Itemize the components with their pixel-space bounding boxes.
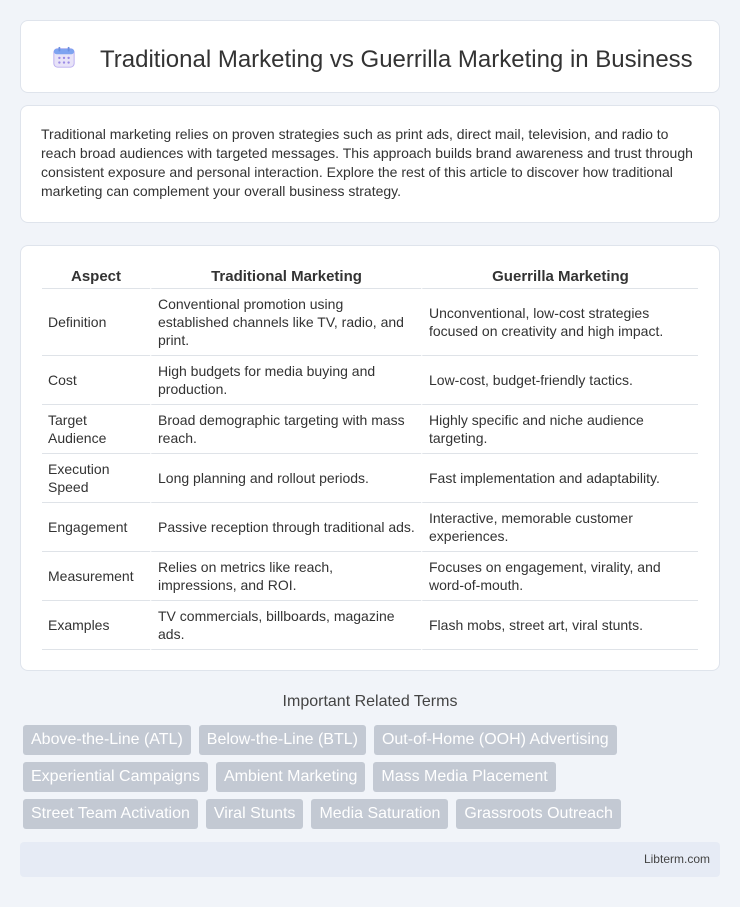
tag-grassroots[interactable]: Grassroots Outreach — [456, 799, 621, 829]
cell-aspect: Definition — [42, 289, 150, 356]
tag-experiential[interactable]: Experiential Campaigns — [23, 762, 208, 792]
cell-aspect: Execution Speed — [42, 454, 150, 503]
table-row — [42, 405, 698, 454]
tag-btl[interactable]: Below-the-Line (BTL) — [199, 725, 366, 755]
header-traditional: Traditional Marketing — [150, 265, 421, 289]
table-row — [42, 454, 698, 503]
tag-row — [23, 799, 723, 829]
tag-ooh[interactable]: Out-of-Home (OOH) Advertising — [374, 725, 617, 755]
tag-row — [23, 725, 723, 755]
tag-atl[interactable]: Above-the-Line (ATL) — [23, 725, 191, 755]
cell-traditional: High budgets for media buying and production. — [150, 356, 421, 405]
cell-traditional: Conventional promotion using established channels like TV, radio, and print. — [150, 289, 421, 356]
cell-aspect: Target Audience — [42, 405, 150, 454]
cell-guerrilla: Highly specific and niche audience targeting. — [421, 405, 698, 454]
tag-media-saturation[interactable]: Media Saturation — [311, 799, 448, 829]
calendar-icon — [52, 45, 76, 69]
page-title: Traditional Marketing vs Guerrilla Marketing in Business — [100, 46, 693, 73]
cell-aspect: Measurement — [42, 552, 150, 601]
cell-traditional: Long planning and rollout periods. — [150, 454, 421, 503]
comparison-table-card — [20, 245, 720, 671]
cell-traditional: Broad demographic targeting with mass reach. — [150, 405, 421, 454]
cell-guerrilla: Interactive, memorable customer experiences. — [421, 503, 698, 552]
cell-guerrilla: Fast implementation and adaptability. — [421, 454, 698, 503]
tag-viral-stunts[interactable]: Viral Stunts — [206, 799, 304, 829]
table-header-row — [42, 265, 698, 289]
tag-ambient[interactable]: Ambient Marketing — [216, 762, 365, 792]
table-row — [42, 356, 698, 405]
intro-paragraph: Traditional marketing relies on proven strategies such as print ads, direct mail, television, and radio to reach broad audiences with targeted messages. This approach builds brand awareness and trust through consistent exposure and personal interaction. Explore the rest of this article to discover how traditional marketing can complement your overall business strategy. — [41, 126, 693, 199]
cell-guerrilla: Flash mobs, street art, viral stunts. — [421, 601, 698, 650]
tag-mass-media[interactable]: Mass Media Placement — [373, 762, 555, 792]
header-guerrilla: Guerrilla Marketing — [421, 265, 698, 289]
table-row — [42, 503, 698, 552]
cell-guerrilla: Low-cost, budget-friendly tactics. — [421, 356, 698, 405]
table-row — [42, 552, 698, 601]
tag-street-team[interactable]: Street Team Activation — [23, 799, 198, 829]
intro-card — [20, 105, 720, 223]
cell-aspect: Cost — [42, 356, 150, 405]
cell-guerrilla: Unconventional, low-cost strategies focused on creativity and high impact. — [421, 289, 698, 356]
tag-row — [23, 762, 723, 792]
cell-traditional: TV commercials, billboards, magazine ads. — [150, 601, 421, 650]
cell-traditional: Passive reception through traditional ads. — [150, 503, 421, 552]
header-aspect: Aspect — [42, 265, 150, 289]
footer — [20, 842, 720, 877]
cell-aspect: Examples — [42, 601, 150, 650]
table-row — [42, 289, 698, 356]
cell-guerrilla: Focuses on engagement, virality, and word-of-mouth. — [421, 552, 698, 601]
cell-aspect: Engagement — [42, 503, 150, 552]
footer-site-link[interactable]: Libterm.com — [643, 852, 710, 866]
cell-traditional: Relies on metrics like reach, impressions, and ROI. — [150, 552, 421, 601]
related-terms-title: Important Related Terms — [282, 693, 458, 710]
header-card — [20, 20, 720, 93]
related-terms-tags — [23, 725, 723, 836]
table-row — [42, 601, 698, 650]
comparison-table — [42, 265, 698, 650]
